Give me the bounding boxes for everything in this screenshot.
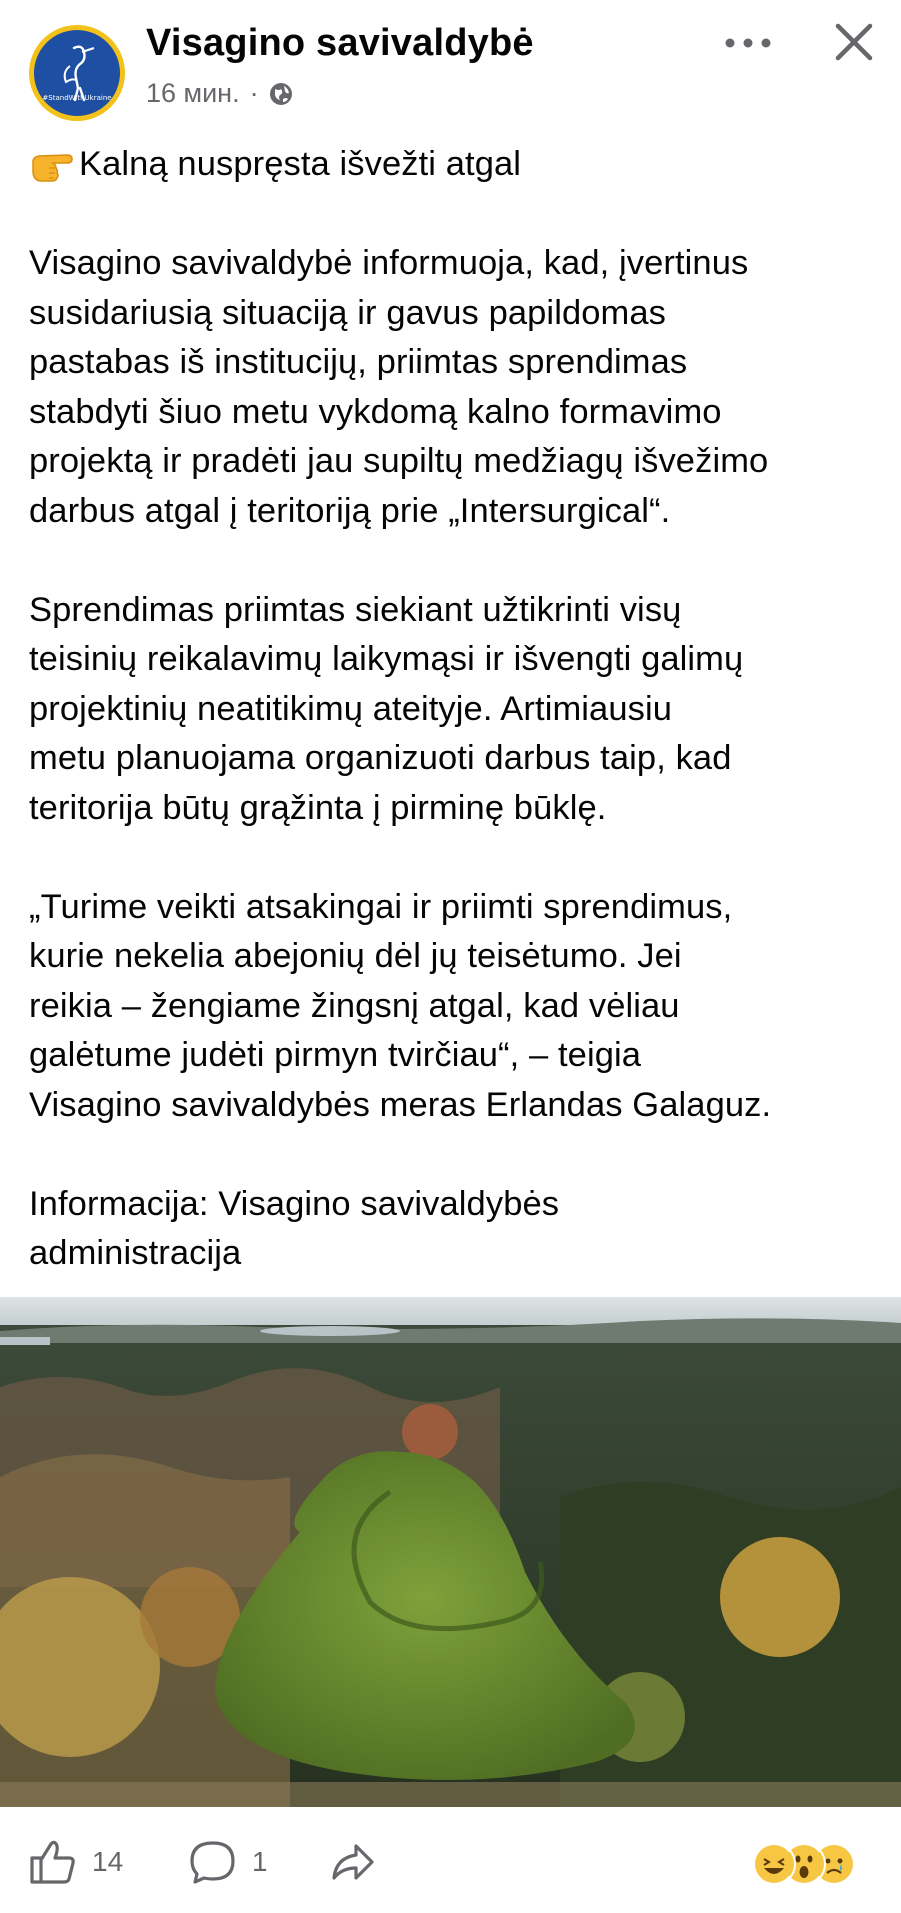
post-body	[29, 140, 889, 1279]
post-header	[0, 0, 901, 130]
close-icon[interactable]	[830, 18, 878, 66]
like-button[interactable]	[28, 1838, 123, 1886]
post-photo[interactable]	[0, 1297, 901, 1807]
haha-reaction-icon	[752, 1842, 796, 1886]
thumbs-up-icon	[28, 1838, 78, 1886]
avatar-caption: #StandWithUkraine	[42, 94, 112, 102]
post-headline	[29, 140, 889, 190]
page-avatar[interactable]	[29, 25, 125, 121]
share-icon	[328, 1838, 378, 1886]
pointing-hand-icon	[29, 146, 75, 184]
post-actions	[0, 1812, 901, 1913]
comment-button[interactable]	[188, 1838, 268, 1886]
meta-separator: ·	[249, 78, 259, 108]
globe-icon	[267, 80, 295, 108]
post-meta	[146, 78, 295, 109]
stork-emblem-icon	[34, 30, 120, 116]
more-options-icon[interactable]	[720, 26, 776, 60]
avatar-emblem	[34, 30, 120, 116]
post-paragraph: Informacija: Visagino savivaldybės administracija	[29, 1184, 560, 1272]
post-time[interactable]: 16 мин.	[146, 78, 240, 108]
likes-count: 14	[92, 1846, 124, 1877]
comments-count: 1	[252, 1846, 268, 1877]
comment-icon	[188, 1838, 238, 1886]
post-paragraph: Sprendimas priimtas siekiant užtikrinti visų teisinių reikalavimų laikymąsi ir išvengti galimų projektinių neatitikimų ateityje. Artimiausiu metu planuojama organizuoti darbus taip, kad teritorija būtų grąžinta į pirminę būklę.	[29, 590, 744, 827]
aerial-hill-image	[0, 1297, 901, 1807]
post-paragraph: „Turime veikti atsakingai ir priimti sprendimus, kurie nekelia abejonių dėl jų teisėtumo. Jei reikia – žengiame žingsnį atgal, kad vėliau galėtume judėti pirmyn tvirčiau“, – teigia Visagino savivaldybės meras Erlandas Galaguz.	[29, 887, 772, 1124]
share-button[interactable]	[328, 1838, 378, 1886]
headline-text: Kalną nuspręsta išvežti atgal	[79, 145, 522, 183]
page-name[interactable]: Visagino savivaldybė	[146, 22, 534, 64]
reaction-summary[interactable]	[752, 1842, 882, 1886]
post-paragraph: Visagino savivaldybė informuoja, kad, įvertinus susidariusią situaciją ir gavus papildomas pastabas iš institucijų, priimtas sprendimas stabdyti šiuo metu vykdomą kalno formavimo projektą ir pradėti jau supiltų medžiagų išvežimo darbus atgal į teritoriją prie „Intersurgical“.	[29, 244, 769, 530]
